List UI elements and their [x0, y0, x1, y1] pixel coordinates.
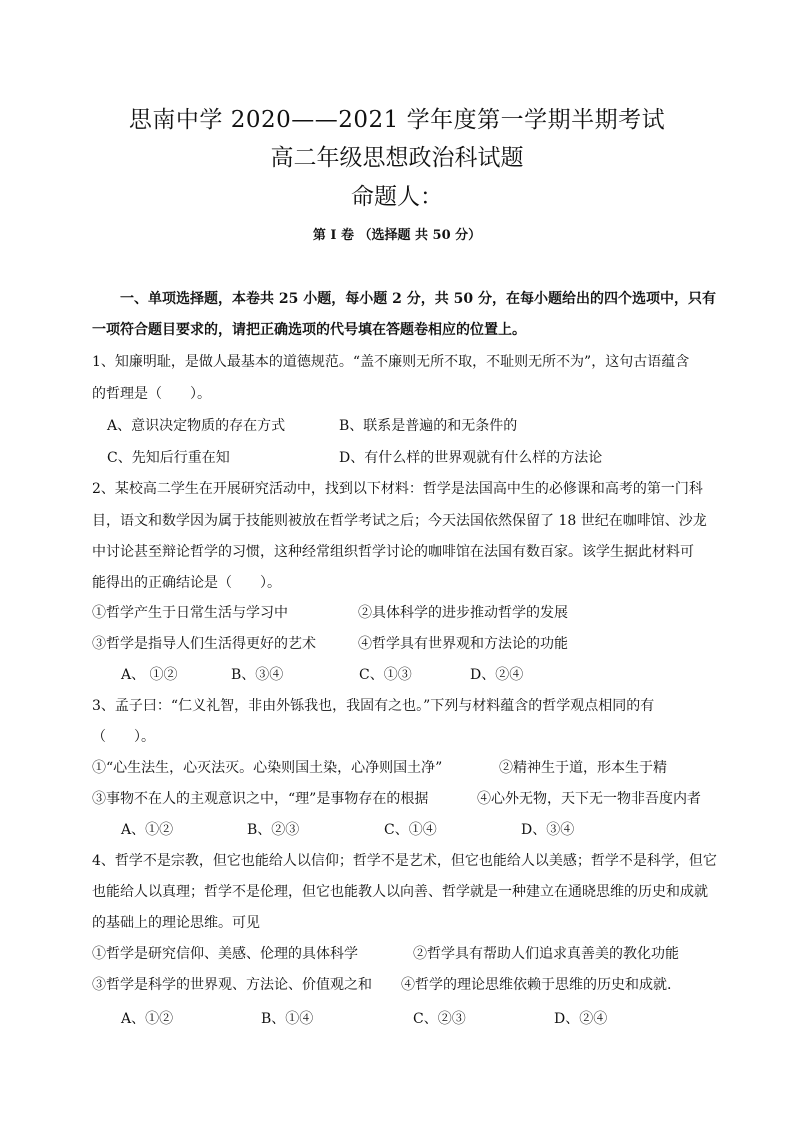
q2-statement-3: ③哲学是指导人们生活得更好的艺术: [92, 636, 316, 652]
q2-option-c: C、①③: [359, 667, 412, 683]
q3-statement-1: ①“心生法生，心灭法灭。心染则国土染，心净则国土净”: [92, 760, 443, 776]
q2-stem-line-2: 目，语文和数学因为属于技能则被放在哲学考试之后；今天法国依然保留了 18 世纪在咖啡馆、沙龙: [92, 513, 707, 529]
q2-stem-line-4: 能得出的正确结论是（ ）。: [92, 575, 281, 591]
q3-option-d: D、③④: [521, 822, 575, 838]
q3-stem-line-1: 3、孟子曰：“仁义礼智，非由外铄我也，我固有之也。”下列与材料蕴含的哲学观点相同的有: [92, 698, 655, 714]
exam-subject: 高二年级思想政治科试题: [270, 145, 524, 171]
volume-heading: 第 Ⅰ 卷 （选择题 共 50 分）: [312, 228, 482, 243]
q4-option-d: D、②④: [554, 1011, 608, 1027]
q4-statement-4: ④哲学的理论思维依赖于思维的历史和成就.: [401, 977, 672, 993]
q1-stem-line-1: 1、知廉明耻，是做人最基本的道德规范。“盖不廉则无所不取，不耻则无所不为”，这句古语蕴含: [92, 354, 690, 370]
q4-option-a: A、①②: [121, 1011, 174, 1027]
q3-option-a: A、①②: [121, 822, 174, 838]
q4-option-b: B、①④: [261, 1011, 314, 1027]
q3-option-b: B、②③: [247, 822, 300, 838]
q4-stem-line-2: 也能给人以真理；哲学不是伦理，但它也能教人以向善、哲学就是一种建立在通晓思维的历史和成就: [92, 884, 708, 900]
q2-stem-line-1: 2、某校高二学生在开展研究活动中，找到以下材料：哲学是法国高中生的必修课和高考的第一门科: [92, 481, 703, 497]
q2-option-b: B、③④: [231, 667, 284, 683]
q4-statement-3: ③哲学是科学的世界观、方法论、价值观之和: [92, 977, 372, 993]
q3-statement-4: ④心外无物，天下无一物非吾度内者: [477, 791, 701, 807]
q1-stem-line-2: 的哲理是（ ）。: [92, 386, 211, 402]
exam-title: 思南中学 2020——2021 学年度第一学期半期考试: [128, 107, 666, 133]
q3-stem-line-2: （ ）。: [92, 729, 155, 745]
q4-stem-line-3: 的基础上的理论思维。可见: [92, 915, 260, 931]
q4-statement-2: ②哲学具有帮助人们追求真善美的教化功能: [413, 946, 679, 962]
q3-statement-2: ②精神生于道，形本生于精: [499, 760, 667, 776]
q2-stem-line-3: 中讨论甚至辩论哲学的习惯，这种经常组织哲学讨论的咖啡馆在法国有数百家。该学生据此材料可: [92, 544, 694, 560]
q2-option-a: A、 ①②: [121, 667, 178, 683]
exam-author: 命题人：: [351, 184, 443, 210]
instructions-line-2: 一项符合题目要求的，请把正确选项的代号填在答题卷相应的位置上。: [92, 322, 526, 338]
q1-option-a: A、意识决定物质的存在方式: [107, 418, 286, 434]
q1-option-b: B、联系是普遍的和无条件的: [339, 418, 518, 434]
q1-option-d: D、有什么样的世界观就有什么样的方法论: [339, 450, 603, 466]
q4-statement-1: ①哲学是研究信仰、美感、伦理的具体科学: [92, 946, 358, 962]
q1-option-c: C、先知后行重在知: [107, 450, 230, 466]
q2-statement-4: ④哲学具有世界观和方法论的功能: [358, 636, 568, 652]
q4-stem-line-1: 4、哲学不是宗教，但它也能给人以信仰；哲学不是艺术，但它也能给人以美感；哲学不是科学，但它: [92, 853, 717, 869]
q3-option-c: C、①④: [384, 822, 437, 838]
q2-statement-1: ①哲学产生于日常生活与学习中: [92, 605, 288, 621]
q2-statement-2: ②具体科学的进步推动哲学的发展: [358, 605, 568, 621]
q4-option-c: C、②③: [413, 1011, 466, 1027]
q2-option-d: D、②④: [470, 667, 524, 683]
instructions-line-1: 一、单项选择题，本卷共 25 小题，每小题 2 分，共 50 分，在每小题给出的四个选项中，只有: [120, 291, 716, 307]
q3-statement-3: ③事物不在人的主观意识之中，“理”是事物存在的根据: [92, 791, 429, 807]
